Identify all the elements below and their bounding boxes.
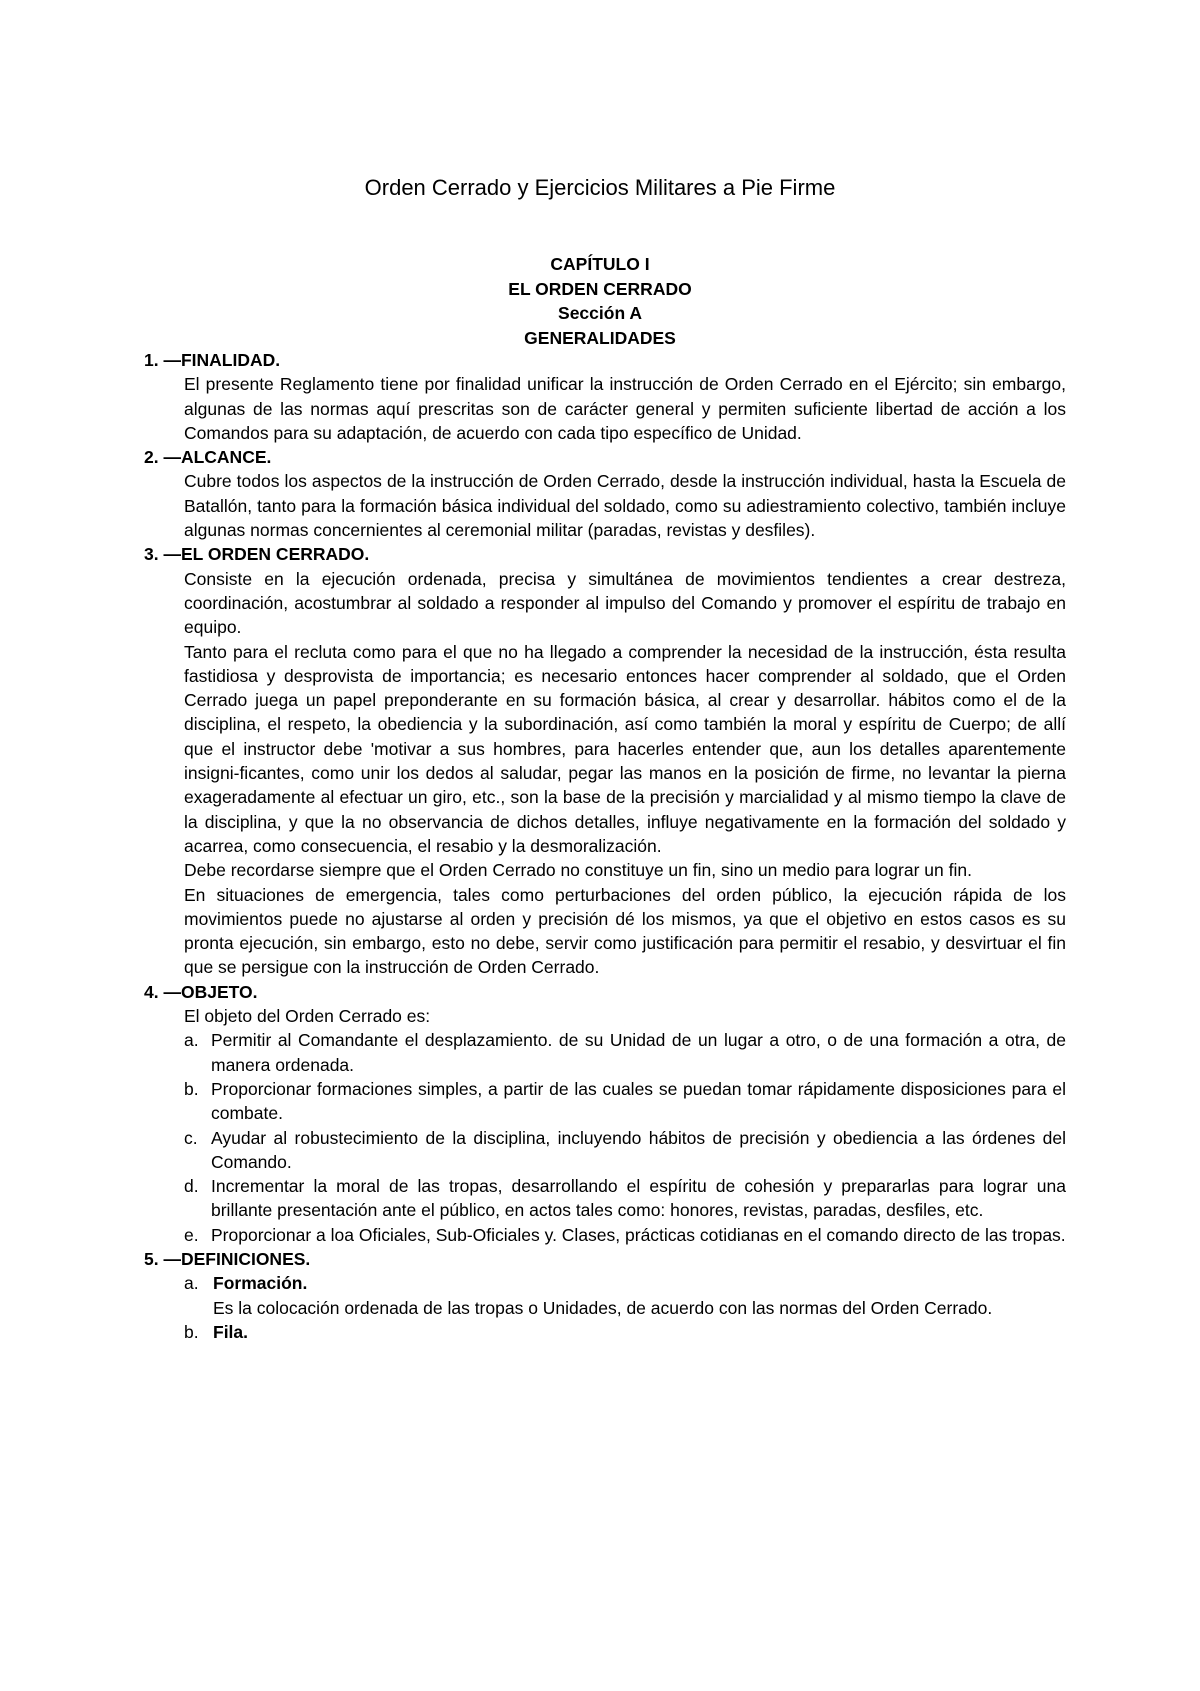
paragraph: Tanto para el recluta como para el que no ha llegado a comprender la necesidad de la instrucción, ésta resulta fastidiosa y desprovista de importancia; es necesario entonces hacer comprender al soldado, que el Orden Cerrado juega un papel preponderante en su formación básica, al crear y desarrollar. hábitos como el de la disciplina, el respeto, la obediencia y la subordinación, así como también la moral y espíritu de Cuerpo; de allí que el instructor debe 'motivar a sus hombres, para hacerles entender que, aun los detalles aparentemente insigni-ficantes, como unir los dedos al saludar, pegar las manos en la posición de firme, no levantar la pierna exageradamente al efectuar un giro, etc., son la base de la precisión y marcialidad y al mismo tiempo la clave de la disciplina, y que la no observancia de dichos detalles, influye negativamente en la formación del soldado y acarrea, como consecuencia, el resabio y la desmoralización. (184, 641, 1066, 856)
list-text: Proporcionar formaciones simples, a partir de las cuales se puedan tomar rápidamente disposiciones para el combate. (211, 1078, 1066, 1124)
list-item (184, 1223, 1066, 1247)
paragraph: El presente Reglamento tiene por finalidad unificar la instrucción de Orden Cerrado en el Ejército; sin embargo, algunas de las normas aquí prescritas son de carácter general y permiten suficiente libertad de acción a los Comandos para su adaptación, de acuerdo con cada tipo específico de Unidad. (184, 374, 1066, 443)
section-heading: 4. —OBJETO. (144, 981, 258, 1002)
list-text: Incrementar la moral de las tropas, desarrollando el espíritu de cohesión y prepararlas para lograr una brillante presentación ante el público, en actos tales como: honores, revistas, paradas, desfiles, etc. (211, 1176, 1066, 1221)
definition-term: Fila. (213, 1321, 249, 1342)
definition-item (184, 1271, 1066, 1320)
section-heading: 5. —DEFINICIONES. (144, 1248, 311, 1269)
list-letter: e. (184, 1224, 199, 1245)
section-alcance (144, 445, 1066, 542)
chapter-heading-block (0, 252, 1200, 350)
paragraph: En situaciones de emergencia, tales como perturbaciones del orden público, la ejecución rápida de los movimientos puede no ajustarse al orden y precisión dé los mismos, ya que el objetivo en estos casos es su pronta ejecución, sin embargo, esto no debe, servir como justificación para permitir el resabio, y desvirtuar el fin que se persigue con la instrucción de Orden Cerrado. (184, 884, 1066, 978)
list-letter: b. (184, 1078, 199, 1099)
section-heading: 2. —ALCANCE. (144, 447, 272, 468)
document-title: Orden Cerrado y Ejercicios Militares a Pie Firme (364, 175, 836, 200)
list-text: Proporcionar a loa Oficiales, Sub-Oficiales y. Clases, prácticas cotidianas en el comando directo de las tropas. (211, 1224, 1066, 1245)
objective-list (144, 1028, 1066, 1247)
section-orden-cerrado (144, 542, 1066, 979)
paragraph: Debe recordarse siempre que el Orden Cerrado no constituye un fin, sino un medio para lograr un fin. (184, 860, 972, 881)
list-item (184, 1174, 1066, 1223)
definition-body (213, 1320, 1066, 1344)
list-item (184, 1028, 1066, 1077)
definition-term: Formación. (213, 1273, 308, 1294)
section-heading: 1. —FINALIDAD. (144, 350, 281, 370)
list-text: Ayudar al robustecimiento de la disciplina, incluyendo hábitos de precisión y obediencia a las órdenes del Comando. (211, 1127, 1066, 1172)
section-title: GENERALIDADES (524, 327, 676, 348)
chapter-title: EL ORDEN CERRADO (508, 278, 692, 299)
list-item (184, 1077, 1066, 1126)
paragraph: Cubre todos los aspectos de la instrucción de Orden Cerrado, desde la instrucción individual, hasta la Escuela de Batallón, tanto para la formación básica individual del soldado, como su adiestramiento colectivo, también incluye algunas normas concernientes al ceremonial militar (paradas, revistas y desfiles). (184, 471, 1066, 541)
section-label: Sección A (558, 303, 642, 323)
paragraph: Consiste en la ejecución ordenada, precisa y simultánea de movimientos tendientes a crear destreza, coordinación, acostumbrar al soldado a responder al impulso del Comando y promover el espíritu de trabajo en equipo. (184, 568, 1066, 638)
section-objeto (144, 980, 1066, 1247)
section-definiciones (144, 1247, 1066, 1344)
list-text: Permitir al Comandante el desplazamiento. de su Unidad de un lugar a otro, o de una formación a otra, de manera ordenada. (211, 1030, 1066, 1075)
list-letter: d. (184, 1176, 199, 1197)
list-intro: El objeto del Orden Cerrado es: (184, 1006, 431, 1027)
definition-body (213, 1271, 1066, 1320)
definition-letter: a. (184, 1273, 199, 1294)
definition-item (184, 1320, 1066, 1344)
document-body (144, 348, 1066, 1344)
chapter-number: CAPÍTULO I (550, 254, 650, 274)
definition-text: Es la colocación ordenada de las tropas o Unidades, de acuerdo con las normas del Orden Cerrado. (213, 1297, 993, 1318)
section-heading: 3. —EL ORDEN CERRADO. (144, 544, 370, 565)
list-letter: c. (184, 1127, 198, 1148)
definition-letter: b. (184, 1321, 199, 1342)
list-letter: a. (184, 1030, 199, 1051)
list-item (184, 1126, 1066, 1175)
section-finalidad (144, 348, 1066, 445)
